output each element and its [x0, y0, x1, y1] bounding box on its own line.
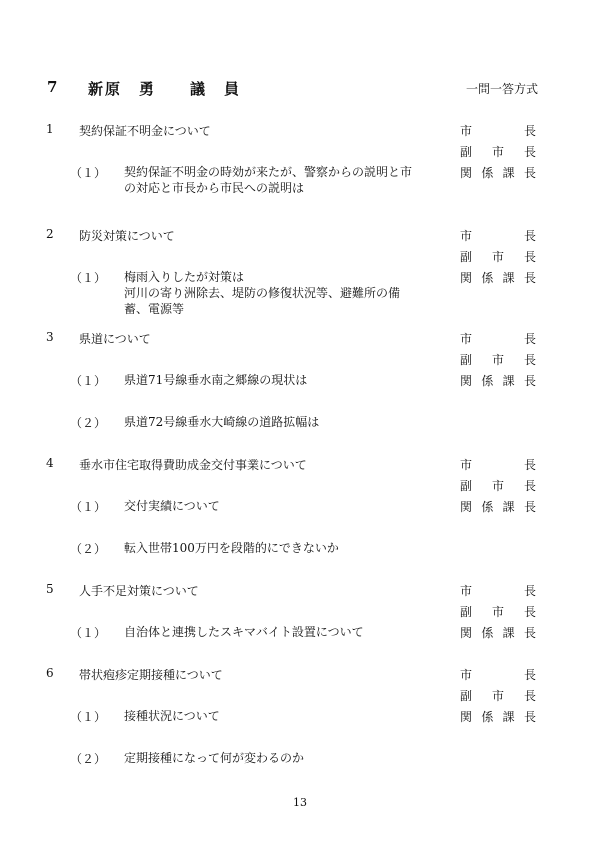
responder: 関係課長 — [460, 374, 536, 388]
question-number: （２） — [70, 752, 107, 766]
responder: 関係課長 — [460, 166, 536, 180]
question-number: （１） — [70, 710, 107, 724]
question-text: 接種状況について — [124, 709, 220, 723]
question-text: 交付実績について — [124, 499, 220, 513]
topic-title: 防災対策について — [79, 229, 175, 243]
responder: 市長 — [460, 584, 536, 598]
topic-number: 1 — [46, 122, 54, 136]
question-number: （１） — [70, 271, 107, 285]
question-text: 県道72号線垂水大崎線の道路拡幅は — [124, 415, 320, 429]
responder: 市長 — [460, 668, 536, 682]
topic-title: 契約保証不明金について — [79, 124, 211, 138]
topic-number: 6 — [46, 666, 54, 680]
responder: 副市長 — [460, 605, 536, 619]
question-text: 転入世帯100万円を段階的にできないか — [124, 541, 339, 555]
responder: 市長 — [460, 229, 536, 243]
question-text: 自治体と連携したスキマバイト設置について — [124, 625, 364, 639]
topic-title: 人手不足対策について — [79, 584, 199, 598]
speaker-name: 新原 勇 議 員 — [88, 80, 242, 98]
responder: 副市長 — [460, 689, 536, 703]
responder: 市長 — [460, 332, 536, 346]
responder: 市長 — [460, 124, 536, 138]
question-number: （２） — [70, 416, 107, 430]
topic-title: 帯状疱疹定期接種について — [79, 668, 223, 682]
topic-number: 2 — [46, 227, 54, 241]
question-number: （１） — [70, 374, 107, 388]
question-number: （１） — [70, 500, 107, 514]
speaker-order-number: 7 — [47, 78, 58, 96]
topic-number: 3 — [46, 330, 54, 344]
responder: 副市長 — [460, 250, 536, 264]
topic-title: 県道について — [79, 332, 151, 346]
responder: 副市長 — [460, 145, 536, 159]
question-number: （１） — [70, 626, 107, 640]
responder: 関係課長 — [460, 710, 536, 724]
topic-number: 5 — [46, 582, 54, 596]
topic-number: 4 — [46, 456, 54, 470]
question-text: 梅雨入りしたが対策は 河川の寄り洲除去、堤防の修復状況等、避難所の備 蓄、電源等 — [124, 270, 401, 316]
question-number: （１） — [70, 166, 107, 180]
question-text: 定期接種になって何が変わるのか — [124, 751, 305, 765]
responder: 関係課長 — [460, 626, 536, 640]
question-text: 契約保証不明金の時効が来たが、警察からの説明と市 の対応と市長から市民への説明は — [124, 165, 413, 195]
question-number: （２） — [70, 542, 107, 556]
question-method: 一問一答方式 — [465, 82, 538, 96]
responder: 関係課長 — [460, 500, 536, 514]
topic-title: 垂水市住宅取得費助成金交付事業について — [79, 458, 307, 472]
question-text: 県道71号線垂水南之郷線の現状は — [124, 373, 308, 387]
responder: 関係課長 — [460, 271, 536, 285]
responder: 副市長 — [460, 353, 536, 367]
responder: 副市長 — [460, 479, 536, 493]
responder: 市長 — [460, 458, 536, 472]
page-number: 13 — [293, 796, 307, 809]
